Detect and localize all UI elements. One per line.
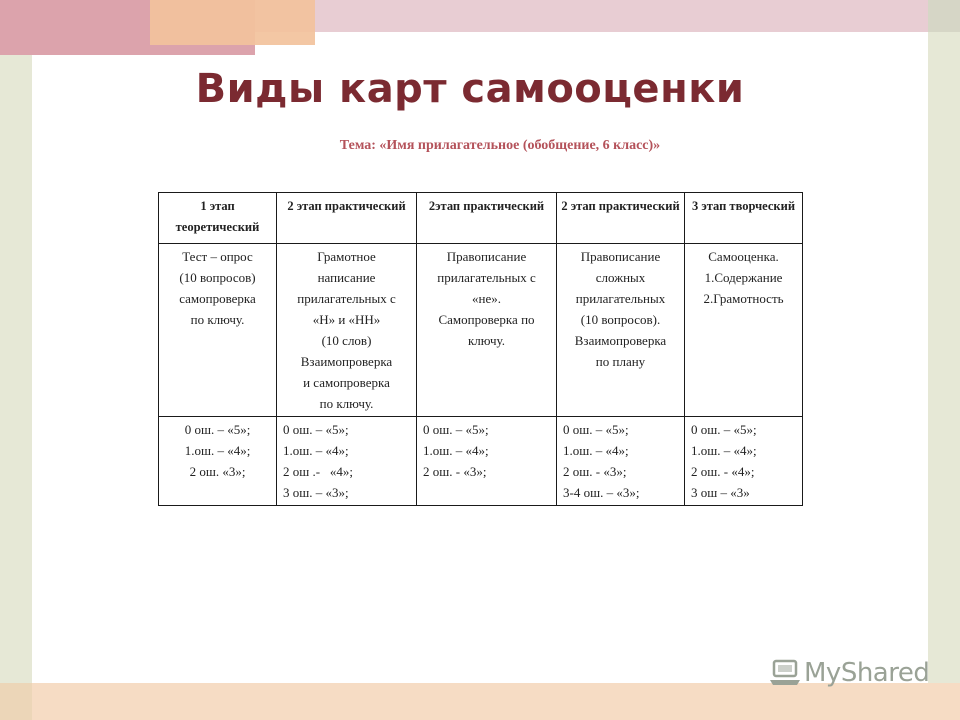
table-tasks-row [159,244,803,417]
cell-line: прилагательных с [297,291,396,306]
cell-line: прилагательных с [437,270,536,285]
cell-line: ключу. [467,333,505,348]
cell-line: Взаимопроверка [574,333,667,348]
cell-line: 3-4 ош. – «3»; [563,485,640,500]
cell-line: 0 ош. – «5»; [423,422,489,437]
cell-line: (10 вопросов) [179,270,256,285]
cell-line: Тест – опрос [182,249,253,264]
cell-line: по ключу. [319,396,374,411]
cell-line: по ключу. [190,312,245,327]
cell-line: Самопроверка по [438,312,535,327]
watermark-text: MyShared [804,658,930,688]
cell-line: 1.ош. – «4»; [184,443,251,458]
cell-line: написание [317,270,376,285]
cell-line: сложных [595,270,646,285]
cell-line: прилагательных [575,291,666,306]
cell-line: 2 ош. - «3»; [423,464,487,479]
cell-line: 2 ош. - «4»; [691,464,755,479]
frame-top-peach-block [150,0,315,45]
frame-top-corner [928,0,960,32]
slide-title: Виды карт самооценки [195,66,745,112]
cell-line: 2 ош. - «3»; [563,464,627,479]
cell-line: 0 ош. – «5»; [283,422,349,437]
cell-line: 1.ош. – «4»; [691,443,757,458]
table-header-row [159,193,803,244]
task-cell [557,244,685,417]
cell-line: 2 ош .- «4»; [283,464,353,479]
cell-line: Правописание [580,249,661,264]
cell-line: 3 ош – «3» [691,485,750,500]
cell-line: 2.Грамотность [703,291,784,306]
self-assessment-table [158,192,803,506]
cell-line: 0 ош. – «5»; [563,422,629,437]
cell-line: 1.Содержание [704,270,783,285]
grades-cell [277,417,417,506]
task-cell [277,244,417,417]
header-cell: 2этап практический [417,193,557,244]
cell-line: по плану [595,354,646,369]
cell-line: 0 ош. – «5»; [691,422,757,437]
header-cell: 1 этап теоретический [159,193,277,244]
cell-line: 1.ош. – «4»; [563,443,629,458]
cell-line: 2 ош. «3»; [189,464,246,479]
cell-line: (10 вопросов). [580,312,661,327]
table-grades-row [159,417,803,506]
cell-line: 1.ош. – «4»; [423,443,489,458]
laptop-icon [768,658,802,693]
header-cell: 3 этап творческий [685,193,803,244]
cell-line: «не». [472,291,501,306]
task-cell [159,244,277,417]
cell-line: 0 ош. – «5»; [184,422,251,437]
cell-line: и самопроверка [303,375,390,390]
grades-cell [159,417,277,506]
task-cell [417,244,557,417]
cell-line: (10 слов) [321,333,372,348]
cell-line: 3 ош. – «3»; [283,485,349,500]
header-cell: 2 этап практический [557,193,685,244]
cell-line: Правописание [446,249,527,264]
slide-subtitle: Тема: «Имя прилагательное (обобщение, 6 класс)» [339,138,661,153]
cell-line: Самооценка. [708,249,779,264]
grades-cell [417,417,557,506]
frame-bottom-corner [0,683,32,720]
task-cell [685,244,803,417]
grades-cell [557,417,685,506]
cell-line: Грамотное [317,249,376,264]
myshared-watermark [768,656,928,690]
grades-cell [685,417,803,506]
cell-line: «Н» и «НН» [312,312,381,327]
cell-line: Взаимопроверка [300,354,393,369]
header-cell: 2 этап практический [277,193,417,244]
cell-line: самопроверка [179,291,256,306]
cell-line: 1.ош. – «4»; [283,443,349,458]
